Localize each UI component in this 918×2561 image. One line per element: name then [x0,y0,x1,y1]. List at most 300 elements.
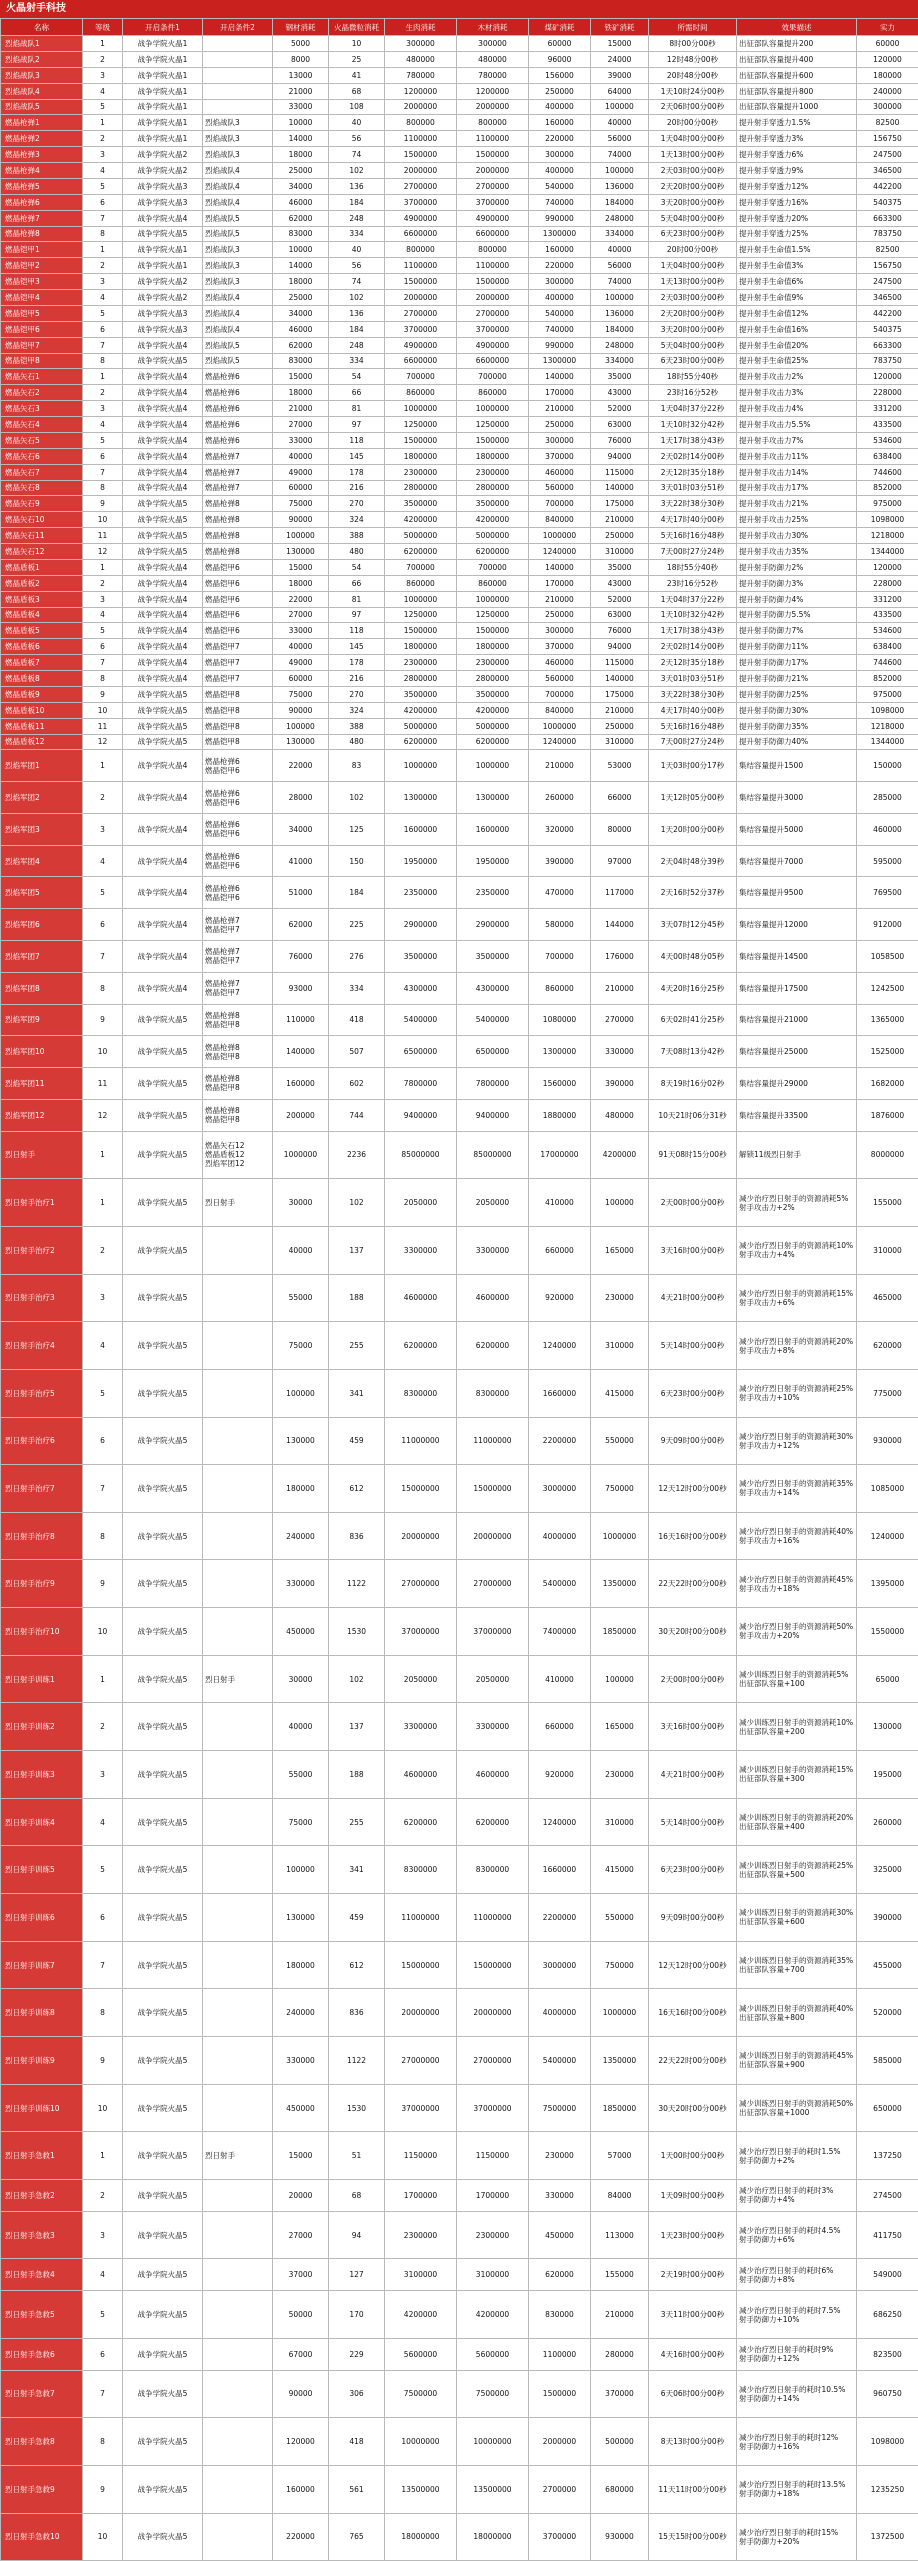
table-cell: 442200 [857,305,918,321]
table-row [1,750,918,782]
table-cell: 4 [83,290,123,306]
table-cell: 82500 [857,115,918,131]
tech-name-cell: 燃晶矢石1 [1,369,83,385]
table-cell: 1天17时38分43秒 [649,623,737,639]
table-cell: 3天22时38分30秒 [649,496,737,512]
table-cell: 燃晶枪弹6 [203,417,273,433]
table-cell: 62000 [273,210,329,226]
table-row [1,734,918,750]
table-cell: 燃晶枪弹6 [203,369,273,385]
column-header: 开启条件1 [123,19,203,36]
tech-name-cell: 烈焰军团5 [1,877,83,909]
table-cell: 700000 [385,559,457,575]
table-cell: 1天10时32分42秒 [649,417,737,433]
table-cell: 燃晶枪弹7 燃晶铠甲7 [203,909,273,941]
table-cell: 470000 [529,877,591,909]
table-cell: 63000 [591,607,649,623]
table-cell: 507 [329,1036,385,1068]
table-cell: 638400 [857,639,918,655]
table-cell: 1200000 [385,83,457,99]
table-cell: 74000 [591,147,649,163]
table-cell: 102 [329,1179,385,1227]
table-cell: 74 [329,147,385,163]
table-cell: 7 [83,2370,123,2418]
table-cell: 1 [83,2132,123,2180]
table-cell: 3700000 [385,321,457,337]
table-cell: 1天17时38分43秒 [649,432,737,448]
table-cell: 5天16时16分48秒 [649,528,737,544]
table-cell: 9 [83,686,123,702]
table-cell: 提升射手攻击力2% [737,369,857,385]
table-cell: 烈焰战队5 [203,210,273,226]
table-cell: 49000 [273,655,329,671]
table-cell: 783750 [857,226,918,242]
table-cell: 113000 [591,2211,649,2259]
tech-name-cell: 烈日射手急救5 [1,2291,83,2339]
tech-name-cell: 烈日射手治疗5 [1,1369,83,1417]
table-cell: 744600 [857,464,918,480]
table-cell: 60000 [857,36,918,52]
table-cell: 1500000 [385,432,457,448]
table-cell: 2天20时00分00秒 [649,305,737,321]
table-cell: 11 [83,528,123,544]
table-cell: 2000000 [385,99,457,115]
table-cell: 118 [329,623,385,639]
table-cell [203,1989,273,2037]
table-cell: 156750 [857,131,918,147]
table-cell: 6600000 [457,226,529,242]
table-cell: 1560000 [529,1068,591,1100]
table-cell: 145 [329,639,385,655]
table-cell: 60000 [273,480,329,496]
table-cell: 459 [329,1894,385,1942]
table-cell: 10000000 [457,2418,529,2466]
table-row [1,877,918,909]
table-row [1,2418,918,2466]
tech-name-cell: 烈焰战队1 [1,36,83,52]
table-cell: 燃晶枪弹6 [203,432,273,448]
table-cell: 6200000 [385,1798,457,1846]
table-cell: 2000000 [529,2418,591,2466]
table-cell: 310000 [857,1226,918,1274]
table-cell: 220000 [273,2513,329,2561]
table-row [1,2338,918,2370]
table-cell: 102 [329,290,385,306]
table-cell: 75000 [273,1798,329,1846]
table-cell: 4900000 [385,210,457,226]
table-cell: 集结容量提升5000 [737,813,857,845]
table-cell: 2000000 [457,163,529,179]
table-cell: 2350000 [385,877,457,909]
table-cell: 战争学院火晶5 [123,528,203,544]
table-cell: 战争学院火晶3 [123,305,203,321]
table-cell: 3天20时00分00秒 [649,194,737,210]
table-cell: 11000000 [385,1894,457,1942]
table-cell: 1098000 [857,512,918,528]
table-cell: 1098000 [857,2418,918,2466]
table-cell: 3700000 [457,194,529,210]
table-cell: 331200 [857,401,918,417]
table-cell: 战争学院火晶5 [123,1655,203,1703]
table-cell: 94000 [591,448,649,464]
tech-name-cell: 烈日射手急救8 [1,2418,83,2466]
table-cell: 765 [329,2513,385,2561]
table-cell: 4天17时40分00秒 [649,702,737,718]
table-cell: 165000 [591,1226,649,1274]
table-cell: 6天06时00分00秒 [649,2370,737,2418]
table-cell: 3300000 [385,1703,457,1751]
table-cell: 4600000 [385,1274,457,1322]
tech-name-cell: 烈日射手治疗3 [1,1274,83,1322]
table-cell: 7天00时27分24秒 [649,734,737,750]
table-cell: 烈日射手 [203,1179,273,1227]
table-cell: 1085000 [857,1465,918,1513]
table-cell: 10 [83,702,123,718]
table-cell: 170000 [529,385,591,401]
table-cell: 400000 [529,99,591,115]
table-cell [203,1941,273,1989]
table-cell: 550000 [591,1417,649,1465]
table-cell: 提升射手攻击力21% [737,496,857,512]
table-cell: 250000 [591,528,649,544]
table-cell: 集结容量提升17500 [737,972,857,1004]
table-cell: 8天13时00分00秒 [649,2418,737,2466]
table-cell: 战争学院火晶4 [123,813,203,845]
table-row [1,1465,918,1513]
table-cell: 37000 [273,2259,329,2291]
table-cell: 155000 [591,2259,649,2291]
table-cell: 6200000 [385,544,457,560]
table-cell: 25000 [273,290,329,306]
table-cell: 255 [329,1798,385,1846]
table-cell: 1 [83,115,123,131]
table-cell: 燃晶铠甲6 [203,591,273,607]
table-cell: 34000 [273,305,329,321]
table-cell: 5400000 [529,2037,591,2085]
table-cell: 390000 [591,1068,649,1100]
table-row [1,36,918,52]
table-cell [203,1226,273,1274]
table-row [1,2211,918,2259]
table-cell: 战争学院火晶5 [123,1179,203,1227]
table-cell: 120000 [857,559,918,575]
table-cell: 提升射手穿透力3% [737,131,857,147]
table-cell: 1525000 [857,1036,918,1068]
table-cell: 250000 [529,83,591,99]
table-cell: 96000 [529,51,591,67]
table-cell: 4天21时00分00秒 [649,1751,737,1799]
table-cell: 6 [83,321,123,337]
table-cell: 1200000 [457,83,529,99]
table-cell: 战争学院火晶5 [123,544,203,560]
tech-name-cell: 烈焰军团3 [1,813,83,845]
table-cell: 战争学院火晶5 [123,718,203,734]
table-cell: 46000 [273,321,329,337]
table-cell: 90000 [273,702,329,718]
table-cell: 1250000 [385,417,457,433]
table-cell: 烈焰战队3 [203,131,273,147]
table-cell: 180000 [857,67,918,83]
table-cell: 1000000 [273,1131,329,1179]
table-cell: 2天06时00分00秒 [649,99,737,115]
table-cell: 2 [83,385,123,401]
table-cell: 1100000 [457,131,529,147]
table-cell: 2800000 [385,480,457,496]
table-cell: 集结容量提升1500 [737,750,857,782]
table-cell: 250000 [529,607,591,623]
table-cell: 700000 [529,686,591,702]
table-row [1,1703,918,1751]
table-cell: 烈日射手 [203,2132,273,2180]
table-cell: 25000 [273,163,329,179]
table-cell: 110000 [273,1004,329,1036]
table-row [1,83,918,99]
table-cell: 229 [329,2338,385,2370]
table-cell: 130000 [857,1703,918,1751]
table-cell: 集结容量提升14500 [737,940,857,972]
table-cell: 783750 [857,353,918,369]
table-cell: 11天11时00分00秒 [649,2465,737,2513]
table-cell: 210000 [529,401,591,417]
table-cell: 341 [329,1369,385,1417]
table-cell: 30天20时00分00秒 [649,2084,737,2132]
table-cell: 1098000 [857,702,918,718]
table-cell: 战争学院火晶5 [123,1099,203,1131]
table-cell: 出征部队容量提升1000 [737,99,857,115]
tech-name-cell: 燃晶枪弹8 [1,226,83,242]
table-cell: 提升射手攻击力25% [737,512,857,528]
table-cell: 1天04时00分00秒 [649,131,737,147]
table-cell: 10000 [273,115,329,131]
table-cell: 860000 [385,385,457,401]
table-cell: 提升射手防御力4% [737,591,857,607]
table-row [1,226,918,242]
table-cell: 2 [83,1226,123,1274]
tech-name-cell: 烈焰军团7 [1,940,83,972]
table-cell: 1660000 [529,1369,591,1417]
table-cell: 5 [83,1846,123,1894]
table-cell: 270000 [591,1004,649,1036]
table-row [1,67,918,83]
table-cell: 2000000 [385,163,457,179]
table-cell: 1天00时00分00秒 [649,2132,737,2180]
table-cell: 130000 [273,544,329,560]
table-cell: 3 [83,1274,123,1322]
table-cell: 8时00分00秒 [649,36,737,52]
table-cell: 提升射手防御力35% [737,718,857,734]
table-row [1,2513,918,2561]
table-cell: 184 [329,321,385,337]
table-cell [203,1322,273,1370]
table-cell: 91天08时15分00秒 [649,1131,737,1179]
table-cell: 减少训练烈日射手的资源消耗35% 出征部队容量+700 [737,1941,857,1989]
table-cell: 战争学院火晶5 [123,353,203,369]
table-cell: 战争学院火晶5 [123,2132,203,2180]
table-cell: 24000 [591,51,649,67]
table-cell: 战争学院火晶4 [123,940,203,972]
table-cell: 战争学院火晶4 [123,655,203,671]
table-cell: 5400000 [457,1004,529,1036]
table-cell: 战争学院火晶2 [123,290,203,306]
column-header: 钢材消耗 [273,19,329,36]
table-cell: 1天04时00分00秒 [649,258,737,274]
table-row [1,131,918,147]
table-cell: 433500 [857,417,918,433]
table-cell: 580000 [529,909,591,941]
table-cell: 9 [83,2465,123,2513]
table-cell: 2000000 [385,290,457,306]
table-cell: 减少训练烈日射手的资源消耗50% 出征部队容量+1000 [737,2084,857,2132]
table-cell: 200000 [273,1099,329,1131]
table-cell: 1550000 [857,1608,918,1656]
table-cell: 6200000 [385,1322,457,1370]
table-cell: 燃晶铠甲8 [203,686,273,702]
table-row [1,464,918,480]
table-cell: 1天20时00分00秒 [649,813,737,845]
tech-name-cell: 燃晶枪弹6 [1,194,83,210]
table-cell: 3100000 [385,2259,457,2291]
table-cell [203,1465,273,1513]
table-cell: 740000 [529,194,591,210]
table-cell: 680000 [591,2465,649,2513]
table-cell: 450000 [273,1608,329,1656]
table-cell: 40000 [273,639,329,655]
table-cell: 2800000 [385,671,457,687]
table-cell: 540000 [529,305,591,321]
table-cell: 836 [329,1512,385,1560]
tech-name-cell: 燃晶盾板11 [1,718,83,734]
table-cell: 1800000 [385,639,457,655]
table-cell: 411750 [857,2211,918,2259]
table-cell: 战争学院火晶4 [123,639,203,655]
table-cell: 提升射手穿透力20% [737,210,857,226]
table-cell: 8300000 [457,1846,529,1894]
table-cell: 4 [83,2259,123,2291]
table-cell: 51 [329,2132,385,2180]
table-cell: 1080000 [529,1004,591,1036]
table-cell: 1天09时00分00秒 [649,2180,737,2212]
column-header: 开启条件2 [203,19,273,36]
table-cell: 5600000 [385,2338,457,2370]
table-row [1,1036,918,1068]
table-cell: 集结容量提升7000 [737,845,857,877]
tech-name-cell: 燃晶枪弹3 [1,147,83,163]
table-cell: 20000000 [385,1989,457,2037]
table-cell: 220000 [529,258,591,274]
table-cell: 燃晶枪弹8 [203,512,273,528]
table-cell: 90000 [273,512,329,528]
table-cell: 烈焰战队5 [203,226,273,242]
table-cell: 50000 [273,2291,329,2339]
table-cell: 3 [83,2211,123,2259]
table-cell: 255 [329,1322,385,1370]
table-cell: 2800000 [457,480,529,496]
table-cell: 15000000 [385,1941,457,1989]
table-row [1,51,918,67]
table-cell: 660000 [529,1226,591,1274]
tech-name-cell: 烈日射手训练3 [1,1751,83,1799]
table-row [1,2084,918,2132]
tech-name-cell: 燃晶盾板10 [1,702,83,718]
table-cell: 300000 [385,36,457,52]
table-cell: 2天20时00分00秒 [649,178,737,194]
table-cell: 27000000 [385,2037,457,2085]
table-cell: 战争学院火晶5 [123,1989,203,2037]
table-cell: 76000 [273,940,329,972]
table-cell: 9 [83,496,123,512]
tech-name-cell: 燃晶盾板12 [1,734,83,750]
table-cell: 6天23时00分00秒 [649,1846,737,1894]
table-cell: 1660000 [529,1846,591,1894]
table-cell: 15000 [273,369,329,385]
table-cell: 战争学院火晶4 [123,575,203,591]
table-cell: 330000 [591,1036,649,1068]
table-cell: 燃晶枪弹8 [203,544,273,560]
table-cell: 12天12时00分00秒 [649,1941,737,1989]
table-row [1,2037,918,2085]
table-cell [203,1560,273,1608]
table-cell: 8 [83,1989,123,2037]
table-cell: 184000 [591,321,649,337]
table-cell: 4300000 [385,972,457,1004]
table-cell: 20000 [273,2180,329,2212]
table-row [1,417,918,433]
table-cell: 136000 [591,305,649,321]
table-cell: 960750 [857,2370,918,2418]
table-cell: 750000 [591,1941,649,1989]
table-row [1,559,918,575]
table-cell: 11000000 [457,1417,529,1465]
table-cell: 5000000 [385,528,457,544]
table-cell: 23时16分52秒 [649,575,737,591]
tech-name-cell: 燃晶矢石10 [1,512,83,528]
table-cell: 战争学院火晶5 [123,1226,203,1274]
table-cell: 20000000 [457,1512,529,1560]
table-cell: 6 [83,1417,123,1465]
table-cell: 5天04时00分00秒 [649,337,737,353]
table-cell: 230000 [529,2132,591,2180]
table-cell: 2 [83,1703,123,1751]
table-cell: 7800000 [385,1068,457,1100]
table-cell: 战争学院火晶1 [123,99,203,115]
tech-name-cell: 燃晶矢石6 [1,448,83,464]
table-cell: 1500000 [457,623,529,639]
table-cell: 减少治疗烈日射手的资源消耗50% 射手攻击力+20% [737,1608,857,1656]
table-cell: 1218000 [857,718,918,734]
table-cell: 388 [329,528,385,544]
table-cell: 2000000 [457,99,529,115]
table-cell: 燃晶枪弹7 燃晶铠甲7 [203,940,273,972]
table-cell: 减少治疗烈日射手的资源消耗30% 射手攻击力+12% [737,1417,857,1465]
table-cell: 战争学院火晶4 [123,448,203,464]
sheet-title: 火晶射手科技 [0,0,918,18]
table-cell: 75000 [273,686,329,702]
table-cell: 减少治疗烈日射手的耗时15% 射手防御力+20% [737,2513,857,2561]
table-cell: 4200000 [385,512,457,528]
table-cell: 减少治疗烈日射手的耗时6% 射手防御力+8% [737,2259,857,2291]
table-cell: 1000000 [385,750,457,782]
table-cell: 提升射手防御力7% [737,623,857,639]
table-cell: 20时00分00秒 [649,115,737,131]
table-row [1,1099,918,1131]
table-cell: 40 [329,242,385,258]
table-cell: 7 [83,655,123,671]
table-cell: 燃晶枪弹6 燃晶铠甲6 [203,782,273,814]
table-cell: 提升射手穿透力12% [737,178,857,194]
table-row [1,1846,918,1894]
table-cell: 烈焰战队5 [203,353,273,369]
table-cell: 137 [329,1703,385,1751]
